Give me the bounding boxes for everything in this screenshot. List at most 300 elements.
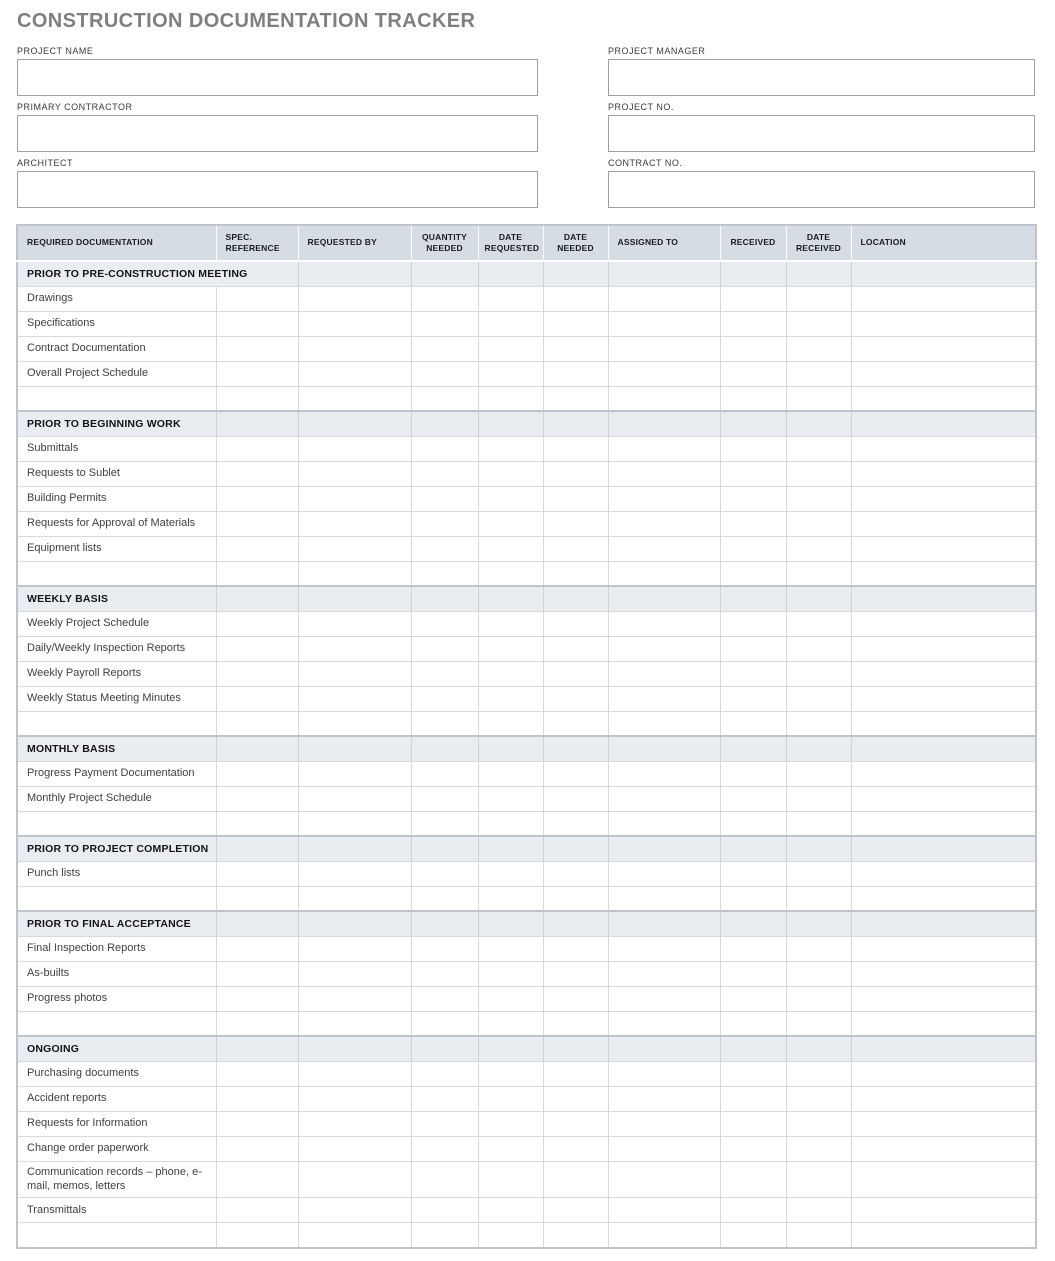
grid-cell[interactable]	[608, 786, 720, 811]
grid-cell[interactable]	[298, 961, 411, 986]
grid-cell[interactable]	[543, 361, 608, 386]
grid-cell[interactable]	[786, 986, 851, 1011]
grid-cell[interactable]	[851, 511, 1036, 536]
grid-cell[interactable]	[411, 661, 478, 686]
grid-cell[interactable]	[478, 536, 543, 561]
grid-cell[interactable]	[543, 811, 608, 836]
grid-cell[interactable]	[298, 711, 411, 736]
grid-cell[interactable]	[216, 1086, 298, 1111]
grid-cell[interactable]	[478, 1086, 543, 1111]
grid-cell[interactable]	[543, 886, 608, 911]
grid-cell[interactable]	[298, 361, 411, 386]
contract-no-input[interactable]	[608, 171, 1035, 208]
grid-cell[interactable]	[786, 536, 851, 561]
grid-cell[interactable]	[478, 761, 543, 786]
grid-cell[interactable]	[478, 361, 543, 386]
grid-cell[interactable]	[298, 436, 411, 461]
grid-cell[interactable]	[216, 561, 298, 586]
grid-cell[interactable]	[720, 811, 786, 836]
grid-cell[interactable]	[411, 711, 478, 736]
grid-cell[interactable]	[298, 761, 411, 786]
grid-cell[interactable]	[216, 786, 298, 811]
grid-cell[interactable]	[298, 986, 411, 1011]
grid-cell[interactable]	[298, 886, 411, 911]
grid-cell[interactable]	[411, 361, 478, 386]
grid-cell[interactable]	[720, 311, 786, 336]
grid-cell[interactable]	[720, 436, 786, 461]
grid-cell[interactable]	[608, 961, 720, 986]
grid-cell[interactable]	[478, 611, 543, 636]
grid-cell[interactable]	[720, 511, 786, 536]
grid-cell[interactable]	[851, 436, 1036, 461]
grid-cell[interactable]	[298, 536, 411, 561]
grid-cell[interactable]	[216, 811, 298, 836]
grid-cell[interactable]	[851, 386, 1036, 411]
grid-cell[interactable]	[608, 1061, 720, 1086]
grid-cell[interactable]	[543, 611, 608, 636]
grid-cell[interactable]	[543, 961, 608, 986]
grid-cell[interactable]	[478, 1136, 543, 1161]
grid-cell[interactable]	[411, 786, 478, 811]
grid-cell[interactable]	[411, 336, 478, 361]
grid-cell[interactable]	[851, 461, 1036, 486]
grid-cell[interactable]	[720, 336, 786, 361]
grid-cell[interactable]	[608, 936, 720, 961]
grid-cell[interactable]	[216, 1061, 298, 1086]
grid-cell[interactable]	[543, 436, 608, 461]
grid-cell[interactable]	[786, 711, 851, 736]
grid-cell[interactable]	[851, 611, 1036, 636]
grid-cell[interactable]	[298, 386, 411, 411]
grid-cell[interactable]	[411, 686, 478, 711]
grid-cell[interactable]	[216, 1198, 298, 1223]
grid-cell[interactable]	[608, 1086, 720, 1111]
grid-cell[interactable]	[411, 636, 478, 661]
grid-cell[interactable]	[720, 1086, 786, 1111]
grid-cell[interactable]	[411, 1111, 478, 1136]
grid-cell[interactable]	[786, 486, 851, 511]
grid-cell[interactable]	[478, 1061, 543, 1086]
grid-cell[interactable]	[478, 961, 543, 986]
grid-cell[interactable]	[543, 711, 608, 736]
grid-cell[interactable]	[298, 311, 411, 336]
grid-cell[interactable]	[216, 636, 298, 661]
grid-cell[interactable]	[543, 1111, 608, 1136]
grid-cell[interactable]	[720, 611, 786, 636]
grid-cell[interactable]	[608, 661, 720, 686]
grid-cell[interactable]	[216, 461, 298, 486]
grid-cell[interactable]	[720, 936, 786, 961]
grid-cell[interactable]	[851, 661, 1036, 686]
grid-cell[interactable]	[411, 1136, 478, 1161]
grid-cell[interactable]	[720, 786, 786, 811]
grid-cell[interactable]	[478, 311, 543, 336]
grid-cell[interactable]	[478, 436, 543, 461]
grid-cell[interactable]	[411, 861, 478, 886]
grid-cell[interactable]	[851, 311, 1036, 336]
empty-doc-cell[interactable]	[17, 711, 216, 736]
grid-cell[interactable]	[298, 1198, 411, 1223]
grid-cell[interactable]	[720, 461, 786, 486]
grid-cell[interactable]	[608, 461, 720, 486]
grid-cell[interactable]	[720, 961, 786, 986]
grid-cell[interactable]	[720, 561, 786, 586]
grid-cell[interactable]	[786, 336, 851, 361]
grid-cell[interactable]	[543, 636, 608, 661]
grid-cell[interactable]	[478, 886, 543, 911]
grid-cell[interactable]	[786, 1223, 851, 1248]
grid-cell[interactable]	[720, 1198, 786, 1223]
empty-doc-cell[interactable]	[17, 1223, 216, 1248]
grid-cell[interactable]	[543, 786, 608, 811]
grid-cell[interactable]	[608, 336, 720, 361]
grid-cell[interactable]	[543, 1223, 608, 1248]
grid-cell[interactable]	[216, 1136, 298, 1161]
grid-cell[interactable]	[543, 1061, 608, 1086]
grid-cell[interactable]	[543, 936, 608, 961]
grid-cell[interactable]	[478, 561, 543, 586]
grid-cell[interactable]	[608, 886, 720, 911]
grid-cell[interactable]	[216, 961, 298, 986]
grid-cell[interactable]	[786, 286, 851, 311]
grid-cell[interactable]	[478, 386, 543, 411]
grid-cell[interactable]	[543, 1198, 608, 1223]
grid-cell[interactable]	[720, 286, 786, 311]
grid-cell[interactable]	[216, 386, 298, 411]
grid-cell[interactable]	[720, 661, 786, 686]
grid-cell[interactable]	[720, 861, 786, 886]
grid-cell[interactable]	[216, 1161, 298, 1198]
grid-cell[interactable]	[720, 1061, 786, 1086]
grid-cell[interactable]	[411, 311, 478, 336]
grid-cell[interactable]	[851, 1223, 1036, 1248]
grid-cell[interactable]	[411, 1011, 478, 1036]
empty-doc-cell[interactable]	[17, 886, 216, 911]
grid-cell[interactable]	[608, 1136, 720, 1161]
grid-cell[interactable]	[851, 636, 1036, 661]
grid-cell[interactable]	[851, 1161, 1036, 1198]
grid-cell[interactable]	[478, 661, 543, 686]
grid-cell[interactable]	[298, 1011, 411, 1036]
grid-cell[interactable]	[720, 486, 786, 511]
grid-cell[interactable]	[720, 1223, 786, 1248]
grid-cell[interactable]	[608, 761, 720, 786]
empty-doc-cell[interactable]	[17, 1011, 216, 1036]
grid-cell[interactable]	[478, 461, 543, 486]
grid-cell[interactable]	[411, 536, 478, 561]
grid-cell[interactable]	[216, 486, 298, 511]
grid-cell[interactable]	[216, 661, 298, 686]
grid-cell[interactable]	[411, 1086, 478, 1111]
grid-cell[interactable]	[411, 1061, 478, 1086]
grid-cell[interactable]	[851, 811, 1036, 836]
grid-cell[interactable]	[411, 761, 478, 786]
grid-cell[interactable]	[786, 1136, 851, 1161]
grid-cell[interactable]	[298, 611, 411, 636]
grid-cell[interactable]	[543, 336, 608, 361]
grid-cell[interactable]	[478, 711, 543, 736]
grid-cell[interactable]	[786, 861, 851, 886]
grid-cell[interactable]	[478, 811, 543, 836]
grid-cell[interactable]	[608, 486, 720, 511]
grid-cell[interactable]	[298, 661, 411, 686]
grid-cell[interactable]	[720, 1011, 786, 1036]
grid-cell[interactable]	[543, 986, 608, 1011]
primary-contractor-input[interactable]	[17, 115, 538, 152]
grid-cell[interactable]	[298, 811, 411, 836]
grid-cell[interactable]	[851, 786, 1036, 811]
grid-cell[interactable]	[786, 936, 851, 961]
grid-cell[interactable]	[216, 436, 298, 461]
grid-cell[interactable]	[786, 786, 851, 811]
empty-doc-cell[interactable]	[17, 386, 216, 411]
grid-cell[interactable]	[216, 861, 298, 886]
grid-cell[interactable]	[411, 961, 478, 986]
grid-cell[interactable]	[786, 611, 851, 636]
grid-cell[interactable]	[216, 711, 298, 736]
grid-cell[interactable]	[851, 361, 1036, 386]
grid-cell[interactable]	[786, 561, 851, 586]
grid-cell[interactable]	[216, 1011, 298, 1036]
grid-cell[interactable]	[720, 986, 786, 1011]
grid-cell[interactable]	[851, 1136, 1036, 1161]
architect-input[interactable]	[17, 171, 538, 208]
grid-cell[interactable]	[786, 461, 851, 486]
grid-cell[interactable]	[720, 536, 786, 561]
grid-cell[interactable]	[298, 1161, 411, 1198]
grid-cell[interactable]	[786, 1198, 851, 1223]
grid-cell[interactable]	[720, 1111, 786, 1136]
grid-cell[interactable]	[216, 536, 298, 561]
grid-cell[interactable]	[298, 786, 411, 811]
grid-cell[interactable]	[786, 511, 851, 536]
grid-cell[interactable]	[216, 986, 298, 1011]
grid-cell[interactable]	[851, 1198, 1036, 1223]
grid-cell[interactable]	[298, 1111, 411, 1136]
grid-cell[interactable]	[478, 1161, 543, 1198]
grid-cell[interactable]	[786, 1111, 851, 1136]
grid-cell[interactable]	[851, 936, 1036, 961]
grid-cell[interactable]	[720, 761, 786, 786]
grid-cell[interactable]	[411, 486, 478, 511]
grid-cell[interactable]	[216, 311, 298, 336]
grid-cell[interactable]	[216, 1223, 298, 1248]
grid-cell[interactable]	[608, 511, 720, 536]
grid-cell[interactable]	[786, 311, 851, 336]
grid-cell[interactable]	[478, 1011, 543, 1036]
grid-cell[interactable]	[786, 661, 851, 686]
grid-cell[interactable]	[298, 561, 411, 586]
grid-cell[interactable]	[478, 686, 543, 711]
grid-cell[interactable]	[478, 1198, 543, 1223]
grid-cell[interactable]	[608, 1011, 720, 1036]
grid-cell[interactable]	[608, 286, 720, 311]
grid-cell[interactable]	[478, 986, 543, 1011]
grid-cell[interactable]	[608, 636, 720, 661]
grid-cell[interactable]	[543, 861, 608, 886]
grid-cell[interactable]	[851, 686, 1036, 711]
grid-cell[interactable]	[298, 336, 411, 361]
grid-cell[interactable]	[216, 936, 298, 961]
grid-cell[interactable]	[720, 886, 786, 911]
grid-cell[interactable]	[543, 761, 608, 786]
grid-cell[interactable]	[543, 686, 608, 711]
grid-cell[interactable]	[298, 1223, 411, 1248]
grid-cell[interactable]	[411, 561, 478, 586]
project-name-input[interactable]	[17, 59, 538, 96]
grid-cell[interactable]	[298, 1086, 411, 1111]
grid-cell[interactable]	[411, 1198, 478, 1223]
grid-cell[interactable]	[543, 1161, 608, 1198]
grid-cell[interactable]	[216, 1111, 298, 1136]
grid-cell[interactable]	[478, 486, 543, 511]
grid-cell[interactable]	[543, 386, 608, 411]
grid-cell[interactable]	[478, 1111, 543, 1136]
grid-cell[interactable]	[216, 761, 298, 786]
grid-cell[interactable]	[786, 1161, 851, 1198]
grid-cell[interactable]	[608, 686, 720, 711]
grid-cell[interactable]	[298, 486, 411, 511]
grid-cell[interactable]	[216, 686, 298, 711]
grid-cell[interactable]	[851, 1086, 1036, 1111]
grid-cell[interactable]	[411, 611, 478, 636]
grid-cell[interactable]	[411, 1161, 478, 1198]
grid-cell[interactable]	[720, 636, 786, 661]
grid-cell[interactable]	[298, 936, 411, 961]
grid-cell[interactable]	[411, 436, 478, 461]
grid-cell[interactable]	[216, 336, 298, 361]
grid-cell[interactable]	[851, 961, 1036, 986]
grid-cell[interactable]	[608, 711, 720, 736]
grid-cell[interactable]	[720, 1136, 786, 1161]
grid-cell[interactable]	[478, 786, 543, 811]
grid-cell[interactable]	[851, 761, 1036, 786]
grid-cell[interactable]	[786, 386, 851, 411]
grid-cell[interactable]	[543, 561, 608, 586]
grid-cell[interactable]	[786, 961, 851, 986]
grid-cell[interactable]	[851, 486, 1036, 511]
grid-cell[interactable]	[786, 636, 851, 661]
grid-cell[interactable]	[608, 1198, 720, 1223]
grid-cell[interactable]	[851, 536, 1036, 561]
grid-cell[interactable]	[543, 1086, 608, 1111]
grid-cell[interactable]	[851, 711, 1036, 736]
empty-doc-cell[interactable]	[17, 561, 216, 586]
grid-cell[interactable]	[720, 711, 786, 736]
grid-cell[interactable]	[543, 661, 608, 686]
grid-cell[interactable]	[411, 886, 478, 911]
grid-cell[interactable]	[608, 361, 720, 386]
grid-cell[interactable]	[411, 386, 478, 411]
grid-cell[interactable]	[478, 936, 543, 961]
grid-cell[interactable]	[543, 511, 608, 536]
grid-cell[interactable]	[851, 1111, 1036, 1136]
grid-cell[interactable]	[608, 1111, 720, 1136]
project-manager-input[interactable]	[608, 59, 1035, 96]
grid-cell[interactable]	[608, 861, 720, 886]
grid-cell[interactable]	[720, 386, 786, 411]
grid-cell[interactable]	[478, 286, 543, 311]
grid-cell[interactable]	[478, 636, 543, 661]
grid-cell[interactable]	[216, 511, 298, 536]
grid-cell[interactable]	[543, 311, 608, 336]
grid-cell[interactable]	[786, 686, 851, 711]
grid-cell[interactable]	[786, 436, 851, 461]
project-no-input[interactable]	[608, 115, 1035, 152]
grid-cell[interactable]	[298, 1136, 411, 1161]
grid-cell[interactable]	[786, 361, 851, 386]
grid-cell[interactable]	[786, 761, 851, 786]
grid-cell[interactable]	[786, 1086, 851, 1111]
grid-cell[interactable]	[543, 1011, 608, 1036]
grid-cell[interactable]	[411, 461, 478, 486]
grid-cell[interactable]	[411, 986, 478, 1011]
grid-cell[interactable]	[608, 1223, 720, 1248]
grid-cell[interactable]	[298, 511, 411, 536]
grid-cell[interactable]	[543, 1136, 608, 1161]
grid-cell[interactable]	[720, 686, 786, 711]
grid-cell[interactable]	[608, 986, 720, 1011]
grid-cell[interactable]	[851, 886, 1036, 911]
grid-cell[interactable]	[298, 636, 411, 661]
grid-cell[interactable]	[298, 286, 411, 311]
grid-cell[interactable]	[851, 1061, 1036, 1086]
grid-cell[interactable]	[786, 886, 851, 911]
grid-cell[interactable]	[608, 611, 720, 636]
grid-cell[interactable]	[411, 811, 478, 836]
grid-cell[interactable]	[478, 861, 543, 886]
grid-cell[interactable]	[786, 1011, 851, 1036]
grid-cell[interactable]	[478, 511, 543, 536]
grid-cell[interactable]	[216, 361, 298, 386]
grid-cell[interactable]	[216, 886, 298, 911]
grid-cell[interactable]	[851, 561, 1036, 586]
grid-cell[interactable]	[298, 461, 411, 486]
grid-cell[interactable]	[608, 386, 720, 411]
grid-cell[interactable]	[411, 511, 478, 536]
grid-cell[interactable]	[851, 286, 1036, 311]
grid-cell[interactable]	[720, 1161, 786, 1198]
grid-cell[interactable]	[851, 336, 1036, 361]
grid-cell[interactable]	[851, 986, 1036, 1011]
empty-doc-cell[interactable]	[17, 811, 216, 836]
grid-cell[interactable]	[720, 361, 786, 386]
grid-cell[interactable]	[786, 811, 851, 836]
grid-cell[interactable]	[543, 286, 608, 311]
grid-cell[interactable]	[298, 1061, 411, 1086]
grid-cell[interactable]	[608, 811, 720, 836]
grid-cell[interactable]	[543, 461, 608, 486]
grid-cell[interactable]	[543, 486, 608, 511]
grid-cell[interactable]	[411, 936, 478, 961]
grid-cell[interactable]	[216, 286, 298, 311]
grid-cell[interactable]	[608, 561, 720, 586]
grid-cell[interactable]	[608, 1161, 720, 1198]
grid-cell[interactable]	[608, 536, 720, 561]
grid-cell[interactable]	[851, 861, 1036, 886]
grid-cell[interactable]	[298, 686, 411, 711]
grid-cell[interactable]	[851, 1011, 1036, 1036]
grid-cell[interactable]	[298, 861, 411, 886]
grid-cell[interactable]	[608, 436, 720, 461]
grid-cell[interactable]	[411, 286, 478, 311]
grid-cell[interactable]	[411, 1223, 478, 1248]
grid-cell[interactable]	[478, 1223, 543, 1248]
grid-cell[interactable]	[608, 311, 720, 336]
grid-cell[interactable]	[543, 536, 608, 561]
grid-cell[interactable]	[216, 611, 298, 636]
grid-cell[interactable]	[478, 336, 543, 361]
